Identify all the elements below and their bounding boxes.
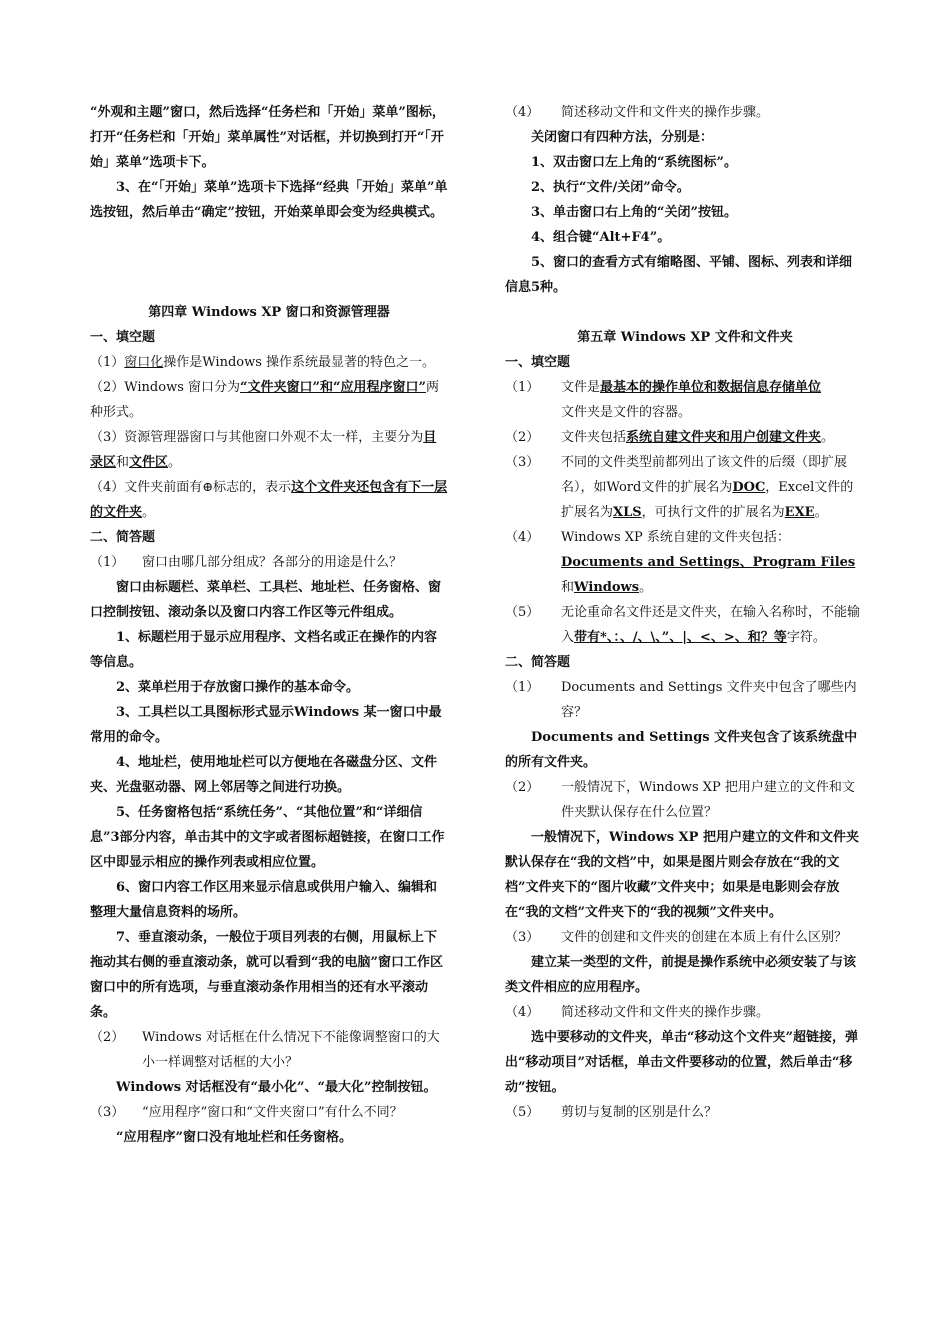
question-4: （4） 简述移动文件和文件夹的操作步骤。	[505, 1005, 770, 1020]
chapter-5-title: 第五章 Windows XP 文件和文件夹	[577, 330, 793, 345]
right-column	[505, 100, 865, 1125]
answer-paragraph: 1、标题栏用于显示应用程序、文档名或正在操作的内容等信息。	[90, 630, 438, 670]
answer-paragraph: 5、任务窗格包括“系统任务”、“其他位置”和“详细信息”3部分内容，单击其中的文字或者图标超链接，在窗口工作区中即显示相应的操作列表或相应位置。	[90, 805, 445, 870]
question-2: （2） 一般情况下，Windows XP 把用户建立的文件和文件夹默认保存在什么位置？	[505, 780, 855, 820]
answer-paragraph: 2、执行“文件/关闭”命令。	[531, 180, 690, 195]
answer-paragraph: 窗口由标题栏、菜单栏、工具栏、地址栏、任务窗格、窗口控制按钮、滚动条以及窗口内容工作区等元件组成。	[90, 580, 442, 620]
fill-item-2: （2）Windows 窗口分为“文件夹窗口”和“应用程序窗口”两种形式。	[90, 380, 439, 420]
answer-paragraph: Windows 对话框没有“最小化”、“最大化”控制按钮。	[116, 1080, 437, 1095]
answer-paragraph: 7、垂直滚动条，一般位于项目列表的右侧，用鼠标上下拖动其右侧的垂直滚动条，就可以看到“我的电脑”窗口工作区窗口中的所有选项，与垂直滚动条作用相当的还有水平滚动条。	[90, 930, 443, 1020]
fill-item-1: （1）窗口化操作是Windows 操作系统最显著的特色之一。	[90, 355, 436, 370]
answer-paragraph: 关闭窗口有四种方法，分别是：	[531, 130, 714, 145]
question-5: （5） 剪切与复制的区别是什么？	[505, 1105, 718, 1120]
fill-in-heading: 一、填空题	[90, 330, 156, 345]
intro-paragraph: “外观和主题”窗口，然后选择“任务栏和「开始」菜单”图标，打开“任务栏和「开始」菜单属性”对话框，并切换到打开“「开始」菜单”选项卡下。	[90, 105, 445, 170]
answer-paragraph: “应用程序”窗口没有地址栏和任务窗格。	[116, 1130, 352, 1145]
answer-paragraph: 4、组合键“Alt+F4”。	[531, 230, 671, 245]
chapter-4-title: 第四章 Windows XP 窗口和资源管理器	[148, 305, 390, 320]
question-1: （1） 窗口由哪几部分组成？各部分的用途是什么？	[90, 555, 403, 570]
question-3: （3） 文件的创建和文件夹的创建在本质上有什么区别？	[505, 930, 848, 945]
question-2: （2） Windows 对话框在什么情况下不能像调整窗口的大小一样调整对话框的大小？	[90, 1030, 440, 1070]
answer-paragraph: 建立某一类型的文件，前提是操作系统中必须安装了与该类文件相应的应用程序。	[505, 955, 857, 995]
intro-step-3: 3、在“「开始」菜单”选项卡下选择“经典「开始」菜单”单选按钮，然后单击“确定”按钮，开始菜单即会变为经典模式。	[90, 180, 448, 220]
answer-paragraph: 选中要移动的文件夹，单击“移动这个文件夹”超链接，弹出“移动项目”对话框，单击文件要移动的位置，然后单击“移动”按钮。	[505, 1030, 858, 1095]
answer-paragraph: 5、窗口的查看方式有缩略图、平铺、图标、列表和详细信息5种。	[505, 255, 853, 295]
answer-paragraph: 一般情况下，Windows XP 把用户建立的文件和文件夹默认保存在“我的文档”中，如果是图片则会存放在“我的文档”文件夹下的“图片收藏”文件夹中；如果是电影则会存放在“我的文档”文件夹下的“我的视频”文件夹中。	[505, 830, 859, 920]
answer-paragraph: 2、菜单栏用于存放窗口操作的基本命令。	[116, 680, 360, 695]
short-answer-heading: 二、简答题	[90, 530, 156, 545]
answer-paragraph: 1、双击窗口左上角的“系统图标”。	[531, 155, 738, 170]
fill-item-5: （5） 无论重命名文件还是文件夹，在输入名称时，不能输入带有*、：、/、\、”、|、<、>、和？等字符。	[505, 605, 861, 645]
fill-item-3: （3）资源管理器窗口与其他窗口外观不太一样，主要分为目录区和文件区。	[90, 430, 437, 470]
answer-paragraph: 6、窗口内容工作区用来显示信息或供用户输入、编辑和整理大量信息资料的场所。	[90, 880, 438, 920]
fill-in-heading: 一、填空题	[505, 355, 571, 370]
fill-item-1: （1） 文件是最基本的操作单位和数据信息存储单位 文件夹是文件的容器。	[505, 380, 822, 420]
fill-item-3: （3） 不同的文件类型前都列出了该文件的后缀（即扩展名），如Word文件的扩展名为DOC，Excel文件的扩展名为XLS，可执行文件的扩展名为EXE。	[505, 455, 854, 520]
left-column	[90, 100, 448, 1150]
short-answer-heading: 二、简答题	[505, 655, 571, 670]
answer-paragraph: 3、单击窗口右上角的“关闭”按钮。	[531, 205, 738, 220]
fill-item-4: （4） Windows XP 系统自建的文件夹包括：Documents and Settings、Program Files和Windows。	[505, 530, 856, 595]
fill-item-4: （4）文件夹前面有⊕标志的，表示这个文件夹还包含有下一层的文件夹。	[90, 480, 448, 520]
answer-paragraph: Documents and Settings 文件夹包含了该系统盘中的所有文件夹。	[505, 730, 858, 770]
answer-paragraph: 4、地址栏，使用地址栏可以方便地在各磁盘分区、文件夹、光盘驱动器、网上邻居等之间进行功换。	[90, 755, 438, 795]
question-3: （3） “应用程序”窗口和“文件夹窗口”有什么不同？	[90, 1105, 403, 1120]
answer-paragraph: 3、工具栏以工具图标形式显示Windows 某一窗口中最常用的命令。	[90, 705, 442, 745]
fill-item-2: （2） 文件夹包括系统自建文件夹和用户创建文件夹。	[505, 430, 835, 445]
question-4: （4） 简述移动文件和文件夹的操作步骤。	[505, 105, 770, 120]
question-1: （1） Documents and Settings 文件夹中包含了哪些内容？	[505, 680, 857, 720]
